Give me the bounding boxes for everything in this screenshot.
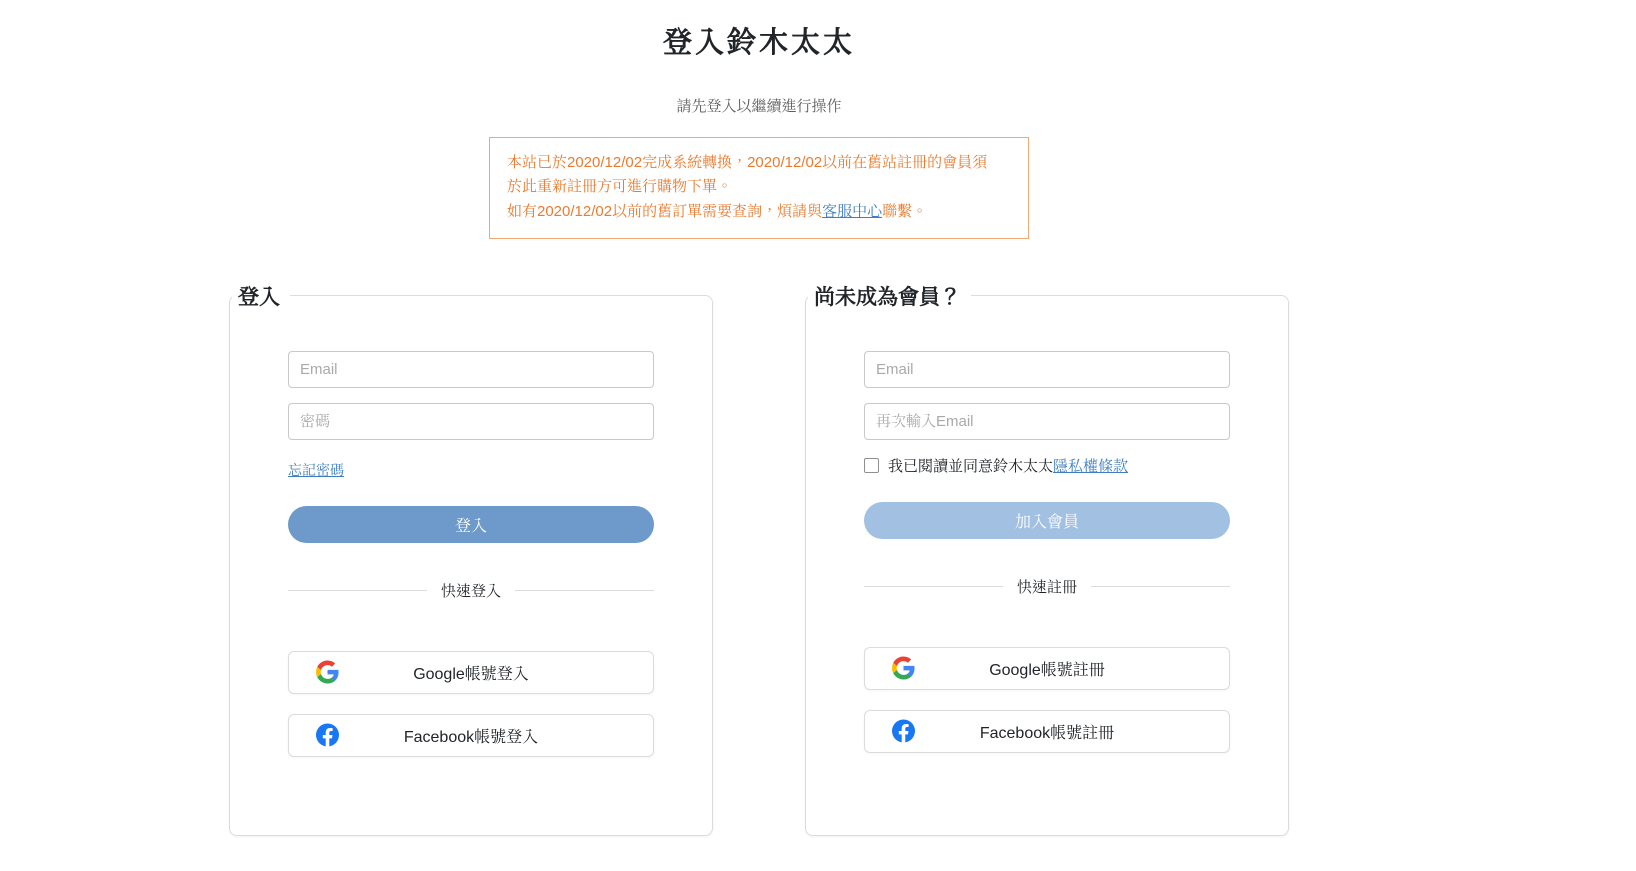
login-password-input[interactable] xyxy=(288,403,654,440)
migration-notice xyxy=(489,137,1029,239)
facebook-login-label: Facebook帳號登入 xyxy=(403,728,539,746)
notice-line-3-prefix: 如有2020/12/02以前的舊訂單需要查詢，煩請與 xyxy=(507,202,823,220)
customer-service-link[interactable]: 客服中心 xyxy=(822,202,883,220)
quick-register-divider xyxy=(864,576,1230,597)
page-title: 登入鈴木太太 xyxy=(662,27,855,59)
login-email-input[interactable] xyxy=(288,351,654,388)
login-submit-button[interactable]: 登入 xyxy=(288,506,654,543)
privacy-agree-text: 我已閱讀並同意鈴木太太 xyxy=(888,457,1054,475)
register-submit-button[interactable]: 加入會員 xyxy=(864,502,1230,539)
privacy-agree-label xyxy=(888,455,1128,476)
notice-line-1: 本站已於2020/12/02完成系統轉換，2020/12/02以前在舊站註冊的會員須 xyxy=(507,154,988,171)
facebook-login-button[interactable] xyxy=(288,714,654,757)
forgot-password-link[interactable]: 忘記密碼 xyxy=(288,461,344,478)
google-login-label: Google帳號登入 xyxy=(413,665,529,683)
divider-line xyxy=(864,586,1003,587)
login-page xyxy=(229,0,1289,836)
login-panel-body xyxy=(288,351,654,835)
register-email-input[interactable] xyxy=(864,351,1230,388)
quick-login-divider-label: 快速登入 xyxy=(441,582,502,600)
facebook-icon xyxy=(316,724,339,747)
divider-line xyxy=(1091,586,1230,587)
facebook-register-button[interactable] xyxy=(864,710,1230,753)
google-register-button[interactable] xyxy=(864,647,1230,690)
google-icon xyxy=(316,661,339,684)
facebook-icon xyxy=(892,720,915,743)
register-panel-legend: 尚未成為會員？ xyxy=(814,285,961,309)
facebook-register-label: Facebook帳號註冊 xyxy=(979,724,1115,742)
google-login-button[interactable] xyxy=(288,651,654,694)
login-panel xyxy=(229,281,713,836)
quick-register-divider-label: 快速註冊 xyxy=(1017,578,1078,596)
login-panel-legend: 登入 xyxy=(238,285,280,309)
privacy-agree-row xyxy=(864,455,1230,476)
quick-login-divider xyxy=(288,580,654,601)
register-email-confirm-input[interactable] xyxy=(864,403,1230,440)
google-register-label: Google帳號註冊 xyxy=(989,661,1105,679)
privacy-policy-link[interactable]: 隱私權條款 xyxy=(1053,457,1129,475)
panels-row xyxy=(229,281,1289,836)
google-icon xyxy=(892,657,915,680)
divider-line xyxy=(288,590,427,591)
privacy-agree-checkbox[interactable] xyxy=(864,458,879,473)
register-panel-body xyxy=(864,351,1230,831)
register-panel xyxy=(805,281,1289,836)
page-subtitle: 請先登入以繼續進行操作 xyxy=(676,98,842,115)
divider-line xyxy=(515,590,654,591)
notice-line-3-suffix: 聯繫。 xyxy=(882,202,928,220)
notice-line-2: 於此重新註冊方可進行購物下單。 xyxy=(507,178,733,196)
